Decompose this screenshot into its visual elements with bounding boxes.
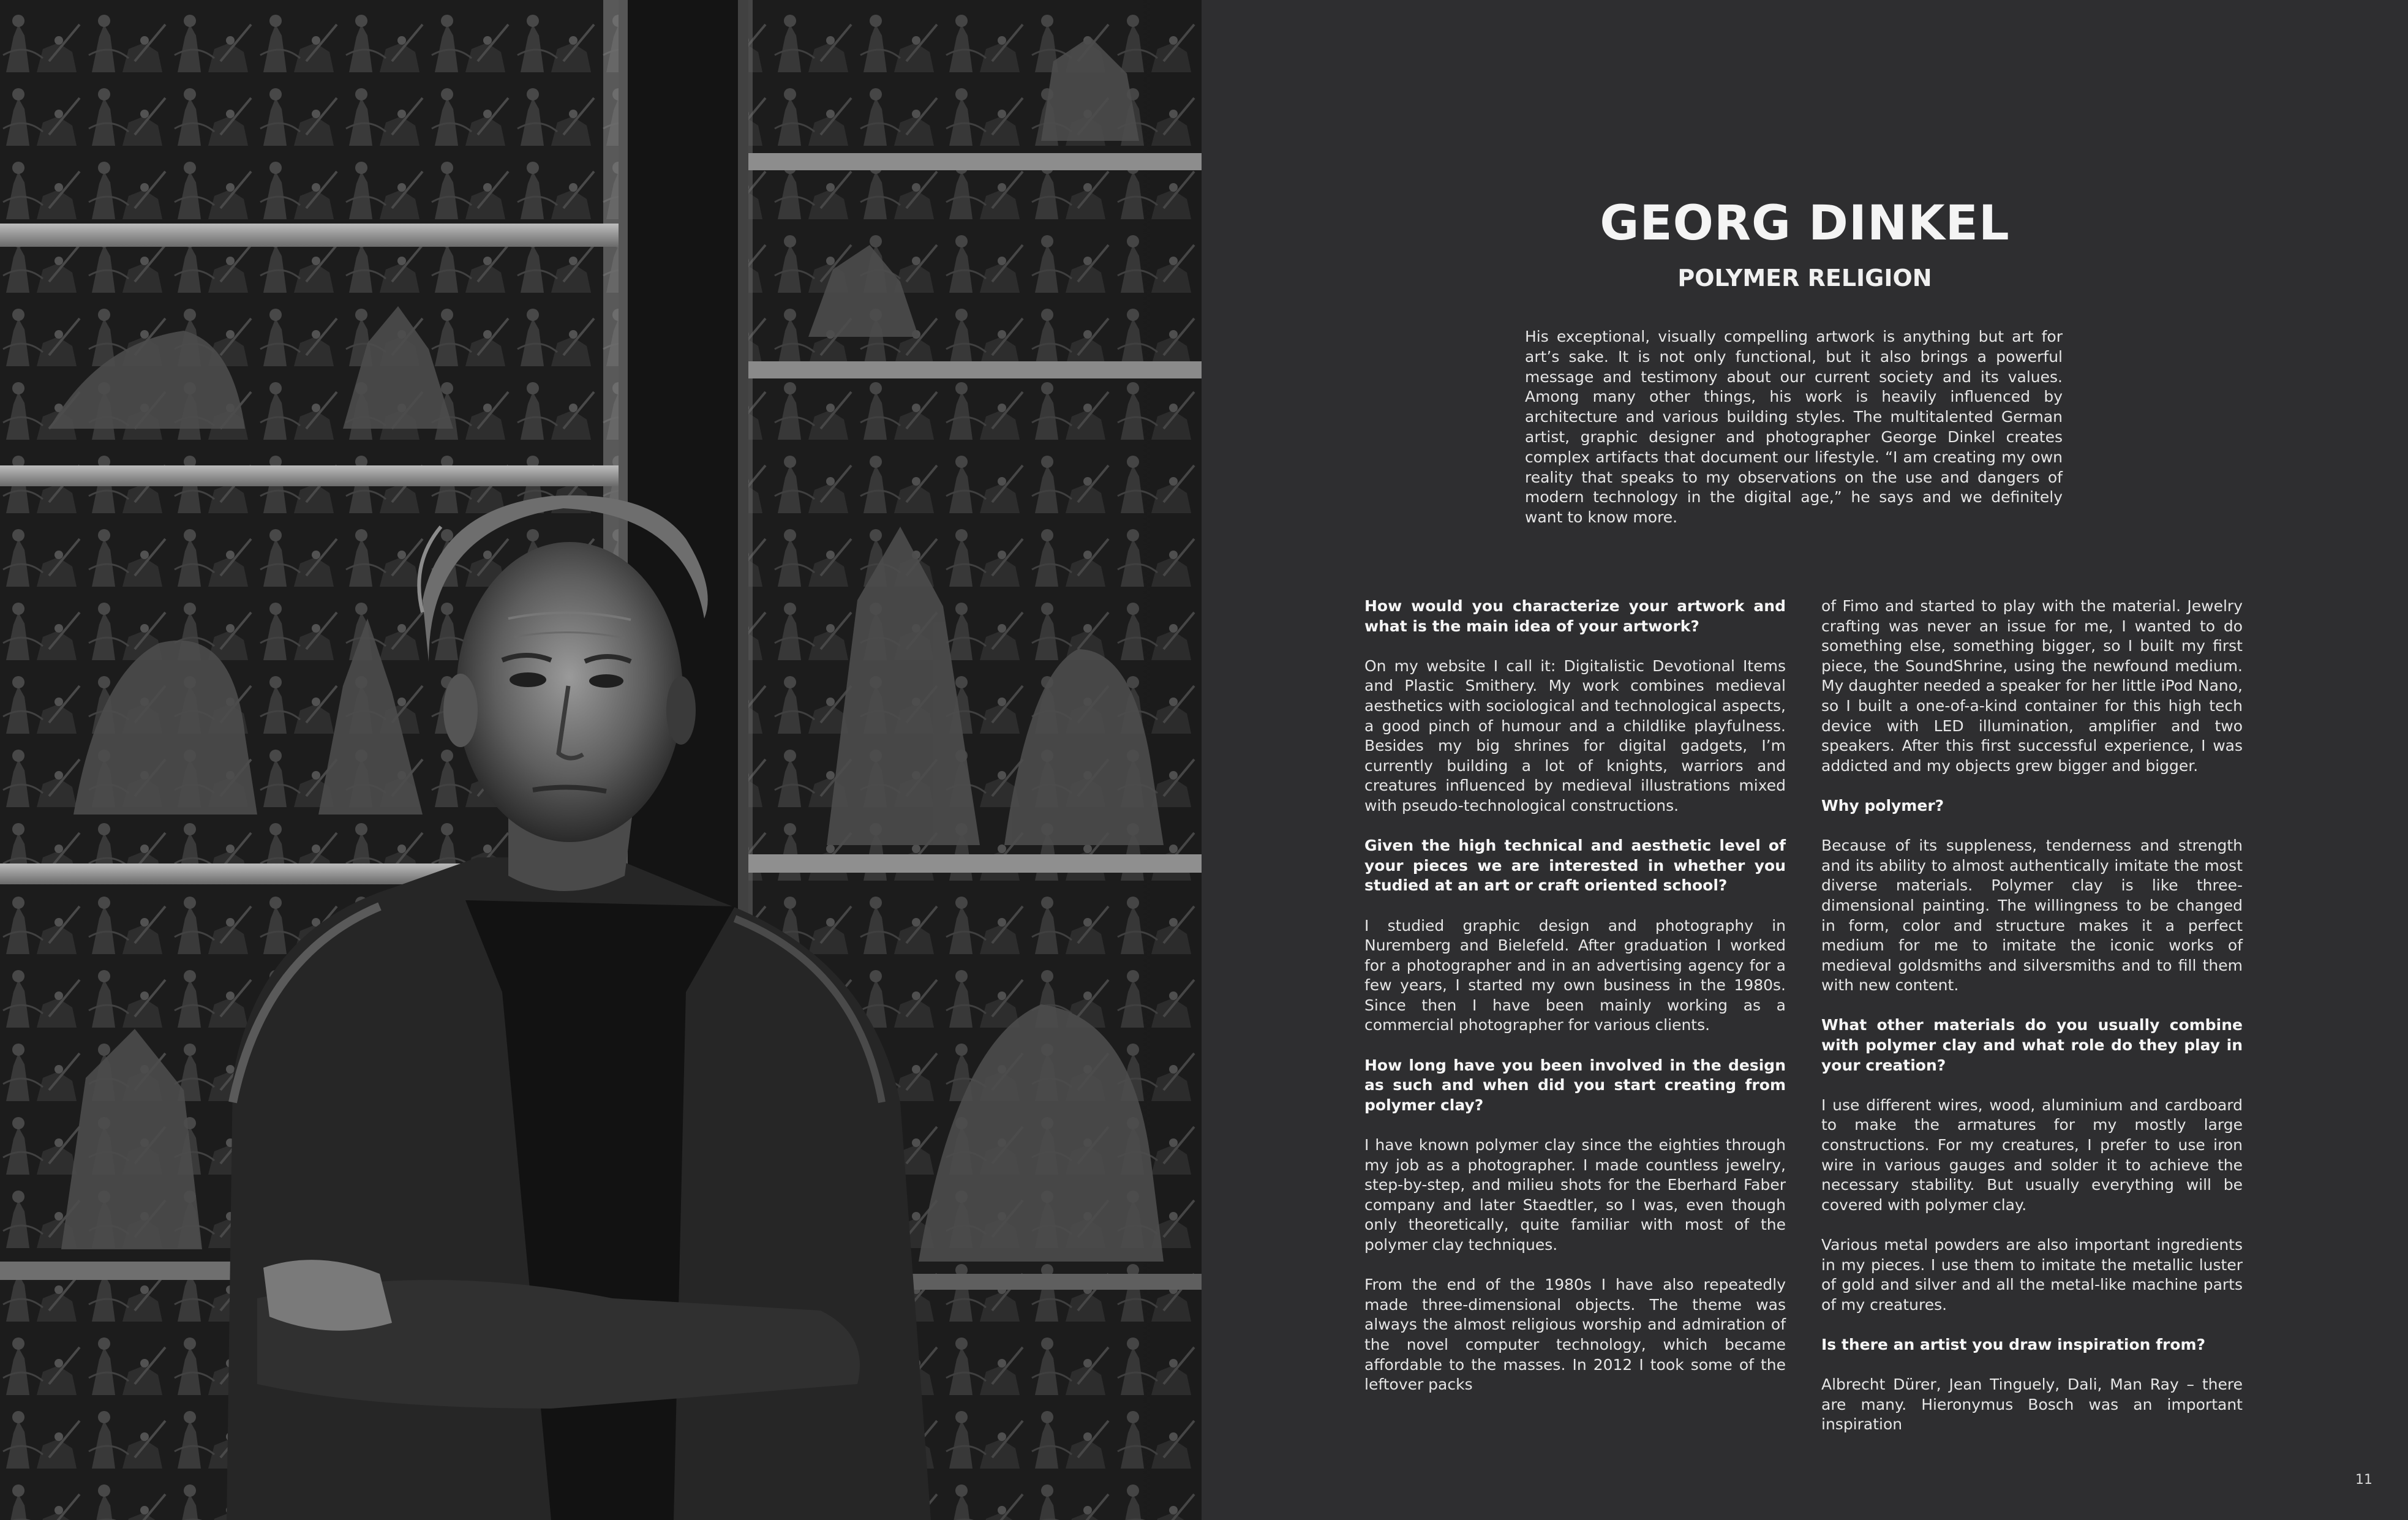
interview-answer: On my website I call it: Digitalistic Devotional Items and Plastic Smithery. My work combines medieval aesthetics with sociological and technological aspects, a good pinch of humour and a childlike playfulness. Besides my big shrines for digital gadgets, I’m currently building a lot of knights, warriors and creatures influenced by medieval illustrations mixed with pseudo-technological constructions.	[1364, 657, 1786, 815]
interview-question: Given the high technical and aesthetic level of your pieces we are interested in whether you studied at an art or craft oriented school?	[1364, 837, 1786, 895]
interview-question: Why polymer?	[1821, 796, 1944, 815]
interview-question: What other materials do you usually combine with polymer clay and what role do they play in your creation?	[1821, 1016, 2243, 1074]
interview-column-1	[1364, 596, 1786, 1395]
interview-answer: of Fimo and started to play with the material. Jewelry crafting was never an issue for me, I wanted to do something else, something bigger, so I built my first piece, the SoundShrine, using the newfound medium. My daughter needed a speaker for her little iPod Nano, so I built a one-of-a-kind container for this high tech device with LED illumination, amplifier and two speakers. After this first successful experience, I was addicted and my objects grew bigger and bigger.	[1821, 597, 2243, 775]
article-intro: His exceptional, visually compelling artwork is anything but art for art’s sake. It is not only functional, but it also brings a powerful message and testimony about our current society and its values. Among many other things, his work is heavily influenced by architecture and various building styles. The multitalented German artist, graphic designer and photographer George Dinkel creates complex artifacts that document our lifestyle. “I am creating my own reality that speaks to my observations on the use and dangers of modern technology in the digital age,” he says and we definitely want to know more.	[1525, 328, 2063, 527]
interview-question: How would you characterize your artwork and what is the main idea of your artwork?	[1364, 597, 1786, 635]
interview-answer: I use different wires, wood, aluminium and cardboard to make the armatures for my mostly large constructions. For my creatures, I prefer to use iron wire in various gauges and solder it to achieve the necessary stability. But usually everything will be covered with polymer clay.	[1821, 1096, 2243, 1214]
interview-question: Is there an artist you draw inspiration from?	[1821, 1335, 2206, 1353]
article-title: GEORG DINKEL	[1600, 196, 2010, 251]
article-page	[1202, 0, 2408, 1520]
interview-answer: I studied graphic design and photography in Nuremberg and Bielefeld. After graduation I worked for a photographer and in an advertising agency for a few years, I started my own business in the 1980s. Since then I have been mainly working as a commercial photographer for various clients.	[1364, 916, 1786, 1034]
interview-answer: Albrecht Dürer, Jean Tinguely, Dali, Man Ray – there are many. Hieronymus Bosch was an important inspiration	[1821, 1375, 2243, 1434]
artist-portrait-photo	[0, 0, 1202, 1520]
interview-answer: I have known polymer clay since the eighties through my job as a photographer. I made countless jewelry, step-by-step, and milieu shots for the Eberhard Faber company and later Staedtler, so I was, even though only theoretically, quite familiar with most of the polymer clay techniques.	[1364, 1136, 1786, 1254]
portrait-illustration	[0, 0, 1202, 1520]
article-subtitle: POLYMER RELIGION	[1677, 265, 1932, 292]
interview-question: How long have you been involved in the design as such and when did you start creating from polymer clay?	[1364, 1056, 1786, 1114]
interview-answer: Various metal powders are also important ingredients in my pieces. I use them to imitate the metallic luster of gold and silver and all the metal-like machine parts of my creatures.	[1821, 1236, 2243, 1314]
interview-column-2	[1821, 596, 2243, 1435]
interview-answer: Because of its suppleness, tenderness and strength and its ability to almost authentically imitate the most diverse materials. Polymer clay is like three-dimensional painting. The willingness to be changed in form, color and structure makes it a perfect medium for me to imitate the iconic works of medieval goldsmiths and silversmiths and to fill them with new content.	[1821, 837, 2243, 995]
interview-answer: From the end of the 1980s I have also repeatedly made three-dimensional objects. The theme was always the almost religious worship and admiration of the novel computer technology, which became affordable to the masses. In 2012 I took some of the leftover packs	[1364, 1276, 1786, 1394]
page-number: 11	[2355, 1472, 2372, 1488]
